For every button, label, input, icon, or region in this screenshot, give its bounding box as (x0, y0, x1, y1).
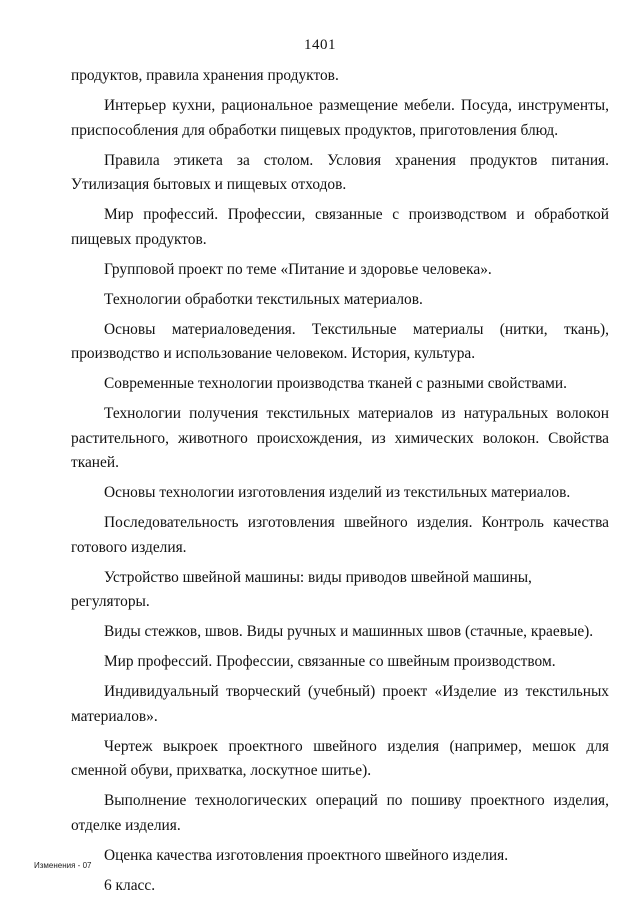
paragraph: Технологии обработки текстильных материалов. (104, 290, 423, 308)
paragraph: Групповой проект по теме «Питание и здоровье человека». (104, 260, 492, 278)
paragraph: Последовательность изготовления швейного изделия. Контроль качества готового изделия. (71, 514, 609, 556)
paragraph: Виды стежков, швов. Виды ручных и машинных швов (стачные, краевые). (104, 623, 594, 640)
paragraph: Оценка качества изготовления проектного швейного изделия. (104, 846, 509, 864)
paragraph: Правила этикета за столом. Условия хранения продуктов питания. Утилизация бытовых и пищевых отходов. (71, 151, 609, 193)
paragraph: Основы технологии изготовления изделий из текстильных материалов. (104, 484, 571, 501)
paragraph: Индивидуальный творческий (учебный) проект «Изделие из текстильных материалов». (71, 683, 609, 725)
paragraph: Мир профессий. Профессии, связанные со швейным производством. (104, 653, 556, 670)
paragraph: Выполнение технологических операций по пошиву проектного изделия, отделке изделия. (71, 792, 609, 834)
paragraph: Технологии получения текстильных материалов из натуральных волокон растительного, животного происхождения, из химических волокон. Свойства тканей. (71, 405, 609, 471)
paragraph: Мир профессий. Профессии, связанные с производством и обработкой пищевых продуктов. (71, 206, 609, 248)
grade-heading: 6 класс. (104, 876, 156, 894)
page-number: 1401 (304, 37, 336, 53)
paragraph: Интерьер кухни, рациональное размещение мебели. Посуда, инструменты, приспособления для обработки пищевых продуктов, приготовления блюд. (71, 97, 609, 139)
body-text (71, 64, 609, 904)
paragraph: Устройство швейной машины: виды приводов швейной машины, регуляторы. (71, 568, 532, 610)
paragraph: Основы материаловедения. Текстильные материалы (нитки, ткань), производство и использование человеком. История, культура. (71, 320, 609, 362)
paragraph: продуктов, правила хранения продуктов. (71, 67, 339, 84)
paragraph: Современные технологии производства тканей с разными свойствами. (104, 375, 567, 392)
paragraph: Чертеж выкроек проектного швейного изделия (например, мешок для сменной обуви, прихватка, лоскутное шитье). (71, 737, 609, 779)
footer-revision: Изменения - 07 (34, 861, 92, 870)
